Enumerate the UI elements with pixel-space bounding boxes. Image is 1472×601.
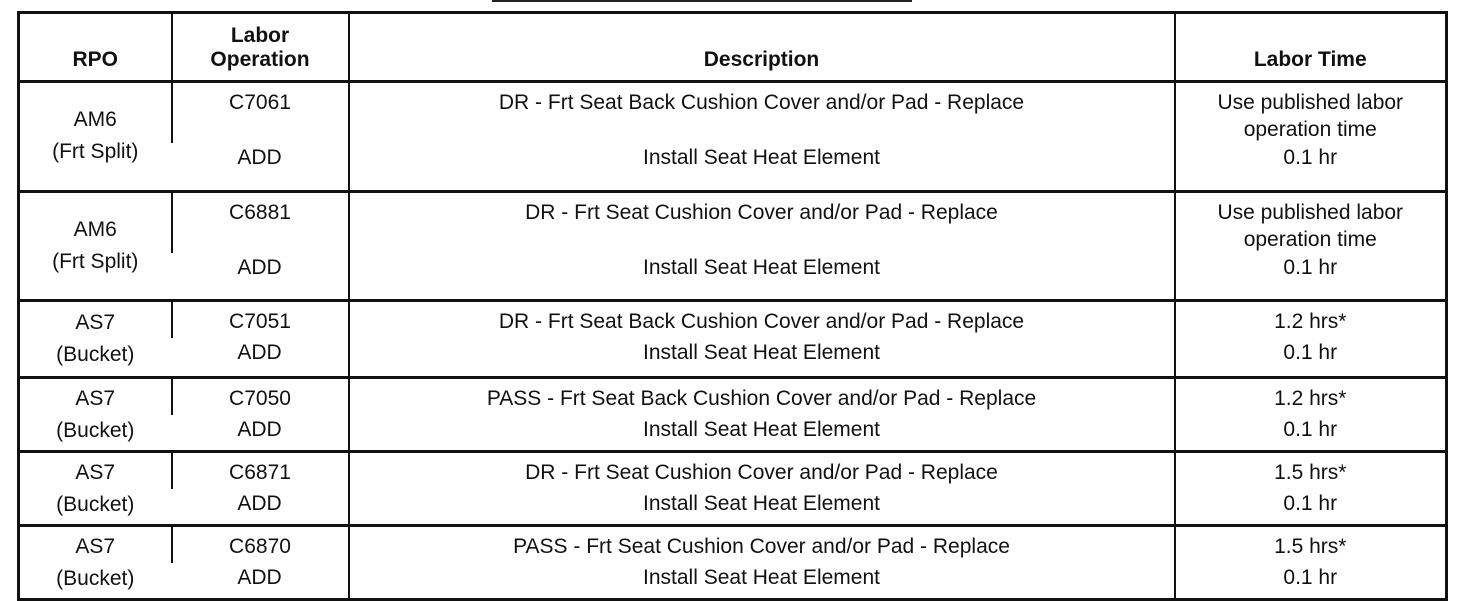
labor-time-line: 1.2 hrs* [1274, 387, 1347, 410]
description-cell: Install Seat Heat Element [349, 143, 1175, 191]
rpo-line: AM6 [73, 217, 117, 241]
labor-operation-cell: ADD [172, 415, 349, 452]
labor-time-line: operation time [1243, 227, 1377, 251]
table-row [19, 378, 1447, 415]
rpo-line: AM6 [73, 108, 117, 132]
rpo-line: AS7 [75, 534, 116, 558]
labor-operation-cell: ADD [172, 143, 349, 191]
labor-time-cell [1175, 489, 1447, 526]
table-row [19, 253, 1447, 301]
rpo-line: AS7 [75, 311, 116, 334]
rpo-cell [19, 82, 172, 192]
labor-operation-cell: ADD [172, 489, 349, 526]
labor-operation-cell: ADD [172, 563, 349, 600]
labor-time-cell [1175, 338, 1447, 378]
rpo-cell [19, 191, 172, 301]
labor-time-cell [1175, 82, 1447, 144]
rpo-cell [19, 452, 172, 526]
table-row [19, 563, 1447, 600]
labor-time-cell [1175, 526, 1447, 563]
table-row [19, 526, 1447, 563]
labor-time-line: 0.1 hr [1283, 146, 1338, 169]
labor-time-line: Use published labor [1217, 91, 1404, 114]
header-labor-time: Labor Time [1175, 13, 1447, 82]
labor-operation-cell: ADD [172, 338, 349, 378]
labor-operation-cell: C6871 [172, 452, 349, 489]
rpo-line: (Bucket) [56, 418, 135, 442]
description-cell: DR - Frt Seat Back Cushion Cover and/or Pad - Replace [349, 82, 1175, 144]
labor-time-line: operation time [1243, 118, 1377, 141]
labor-time-cell [1175, 253, 1447, 301]
labor-time-line: 0.1 hr [1283, 565, 1338, 589]
table-row [19, 489, 1447, 526]
header-labor-operation-line-2: Operation [210, 48, 310, 71]
description-cell: DR - Frt Seat Cushion Cover and/or Pad - Replace [349, 191, 1175, 253]
labor-time-line: 0.1 hr [1283, 417, 1338, 441]
header-description: Description [349, 13, 1175, 82]
labor-operation-cell: C7051 [172, 301, 349, 338]
labor-time-line: 0.1 hr [1283, 255, 1338, 279]
description-cell: PASS - Frt Seat Back Cushion Cover and/or Pad - Replace [349, 378, 1175, 415]
rpo-line: AS7 [75, 386, 116, 410]
rpo-line: AS7 [75, 460, 116, 484]
table-row [19, 338, 1447, 378]
header-labor-operation-line-1: Labor [230, 24, 290, 47]
header-rpo: RPO [19, 13, 172, 82]
top-rule [492, 0, 912, 8]
rpo-line: (Bucket) [56, 343, 135, 366]
description-cell: DR - Frt Seat Cushion Cover and/or Pad - Replace [349, 452, 1175, 489]
description-cell: Install Seat Heat Element [349, 563, 1175, 600]
labor-time-cell [1175, 563, 1447, 600]
rpo-line: (Bucket) [56, 566, 135, 590]
rpo-cell [19, 301, 172, 378]
labor-time-line: Use published labor [1217, 200, 1404, 224]
rpo-cell [19, 378, 172, 452]
labor-operation-cell: C7061 [172, 82, 349, 144]
labor-time-cell [1175, 143, 1447, 191]
labor-time-cell [1175, 301, 1447, 338]
table-row [19, 143, 1447, 191]
labor-operation-cell: C6870 [172, 526, 349, 563]
labor-time-table [17, 11, 1448, 601]
table-row [19, 191, 1447, 253]
description-cell: Install Seat Heat Element [349, 338, 1175, 378]
labor-time-cell [1175, 415, 1447, 452]
table-row [19, 82, 1447, 144]
table-row [19, 452, 1447, 489]
description-cell: Install Seat Heat Element [349, 253, 1175, 301]
description-cell: PASS - Frt Seat Cushion Cover and/or Pad - Replace [349, 526, 1175, 563]
labor-time-line: 1.2 hrs* [1274, 310, 1347, 333]
labor-time-line: 1.5 hrs* [1274, 461, 1347, 484]
description-cell: DR - Frt Seat Back Cushion Cover and/or Pad - Replace [349, 301, 1175, 338]
table-row [19, 415, 1447, 452]
rpo-line: (Bucket) [56, 492, 135, 516]
labor-time-cell [1175, 191, 1447, 253]
header-row [19, 13, 1447, 82]
labor-operation-cell: ADD [172, 253, 349, 301]
labor-time-cell [1175, 378, 1447, 415]
labor-operation-cell: C6881 [172, 191, 349, 253]
labor-time-line: 1.5 hrs* [1274, 535, 1347, 558]
header-labor-operation [172, 13, 349, 82]
labor-time-line: 0.1 hr [1283, 491, 1338, 515]
labor-operation-cell: C7050 [172, 378, 349, 415]
rpo-cell [19, 526, 172, 600]
table-row [19, 301, 1447, 338]
rpo-line: (Frt Split) [52, 140, 139, 164]
description-cell: Install Seat Heat Element [349, 415, 1175, 452]
labor-time-cell [1175, 452, 1447, 489]
rpo-line: (Frt Split) [52, 249, 139, 273]
labor-time-line: 0.1 hr [1283, 340, 1338, 364]
description-cell: Install Seat Heat Element [349, 489, 1175, 526]
